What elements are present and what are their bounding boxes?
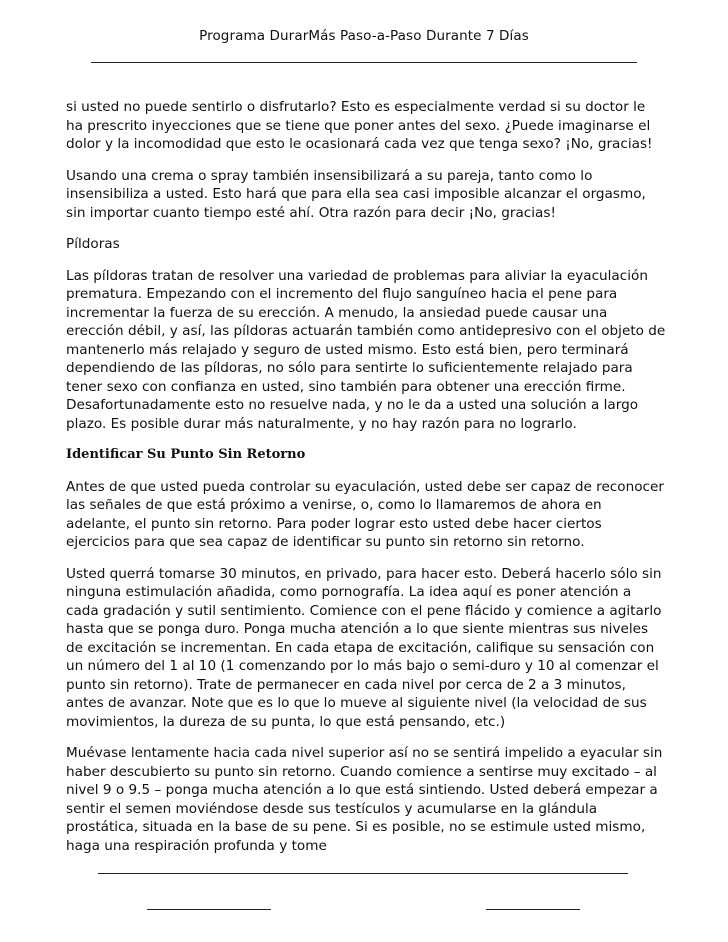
body-paragraph: Las píldoras tratan de resolver una variedad de problemas para aliviar la eyaculación prematura. Empezando con el incremento del flujo sanguíneo hacia el pene para incrementar la fuerza de su erección. A menudo, la ansiedad puede causar una erección débil, y así, las píldoras actuarán también como antidepresivo con el objeto de mantenerlo más relajado y seguro de usted mismo. Esto está bien, pero terminará dependiendo de las píldoras, no sólo para sentirte lo suficientemente relajado para tener sexo con confianza en usted, sino también para obtener una erección firme. Desafortunadamente esto no resuelve nada, y no le da a usted una solución a largo plazo. Es posible durar más naturalmente, y no hay razón para no lograrlo. bbox=[66, 267, 666, 432]
footer-left-line bbox=[147, 909, 271, 910]
body-paragraph: Usando una crema o spray también insensibilizará a su pareja, tanto como lo insensibiliza a usted. Esto hará que para ella sea casi imposible alcanzar el orgasmo, sin importar cuanto tiempo esté ahí. Otra razón para decir ¡No, gracias! bbox=[66, 167, 646, 221]
body-paragraph: Antes de que usted pueda controlar su eyaculación, usted debe ser capaz de reconocer las señales de que está próximo a venirse, o, como lo llamaremos de ahora en adelante, el punto sin retorno. Para poder lograr esto usted debe hacer ciertos ejercicios para que sea capaz de identificar su punto sin retorno sin retorno. bbox=[66, 478, 664, 550]
footer-divider bbox=[98, 873, 628, 874]
section-heading: Identificar Su Punto Sin Retorno bbox=[66, 447, 306, 462]
body-paragraph: Usted querrá tomarse 30 minutos, en privado, para hacer esto. Deberá hacerlo sólo sin ninguna estimulación añadida, como pornografía. La idea aquí es poner atención a cada gradación y sutil sentimiento. Comience con el pene flácido y comience a agitarlo hasta que se ponga duro. Ponga mucha atención a lo que siente mientras sus niveles de excitación se incrementan. En cada etapa de excitación, califique su sensación con un número del 1 al 10 (1 comenzando por lo más bajo o semi-duro y 10 al comenzar el punto sin retorno). Trate de permanecer en cada nivel por cerca de 2 a 3 minutos, antes de avanzar. Note que es lo que lo mueve al siguiente nivel (la velocidad de sus movimientos, la dureza de su punta, lo que está pensando, etc.) bbox=[66, 565, 662, 730]
body-paragraph: Muévase lentamente hacia cada nivel superior así no se sentirá impelido a eyacular sin haber descubierto su punto sin retorno. Cuando comience a sentirse muy excitado – al nivel 9 o 9.5 – ponga mucha atención a lo que está sintiendo. Usted deberá empezar a sentir el semen moviéndose desde sus testículos y acumularse en la glándula prostática, situada en la base de su pene. Si es posible, no se estimule usted mismo, haga una respiración profunda y tome bbox=[66, 745, 663, 854]
document-body bbox=[66, 98, 666, 868]
header-divider bbox=[91, 62, 637, 63]
body-paragraph: si usted no puede sentirlo o disfrutarlo? Esto es especialmente verdad si su doctor le ha prescrito inyecciones que se tiene que poner antes del sexo. ¿Puede imaginarse el dolor y la incomodidad que esto le ocasionará cada vez que tenga sexo? ¡No, gracias! bbox=[66, 99, 653, 152]
page-header-title: Programa DurarMás Paso-a-Paso Durante 7 Días bbox=[199, 28, 529, 44]
section-label: Píldoras bbox=[66, 236, 120, 252]
footer-right-line bbox=[486, 909, 580, 910]
